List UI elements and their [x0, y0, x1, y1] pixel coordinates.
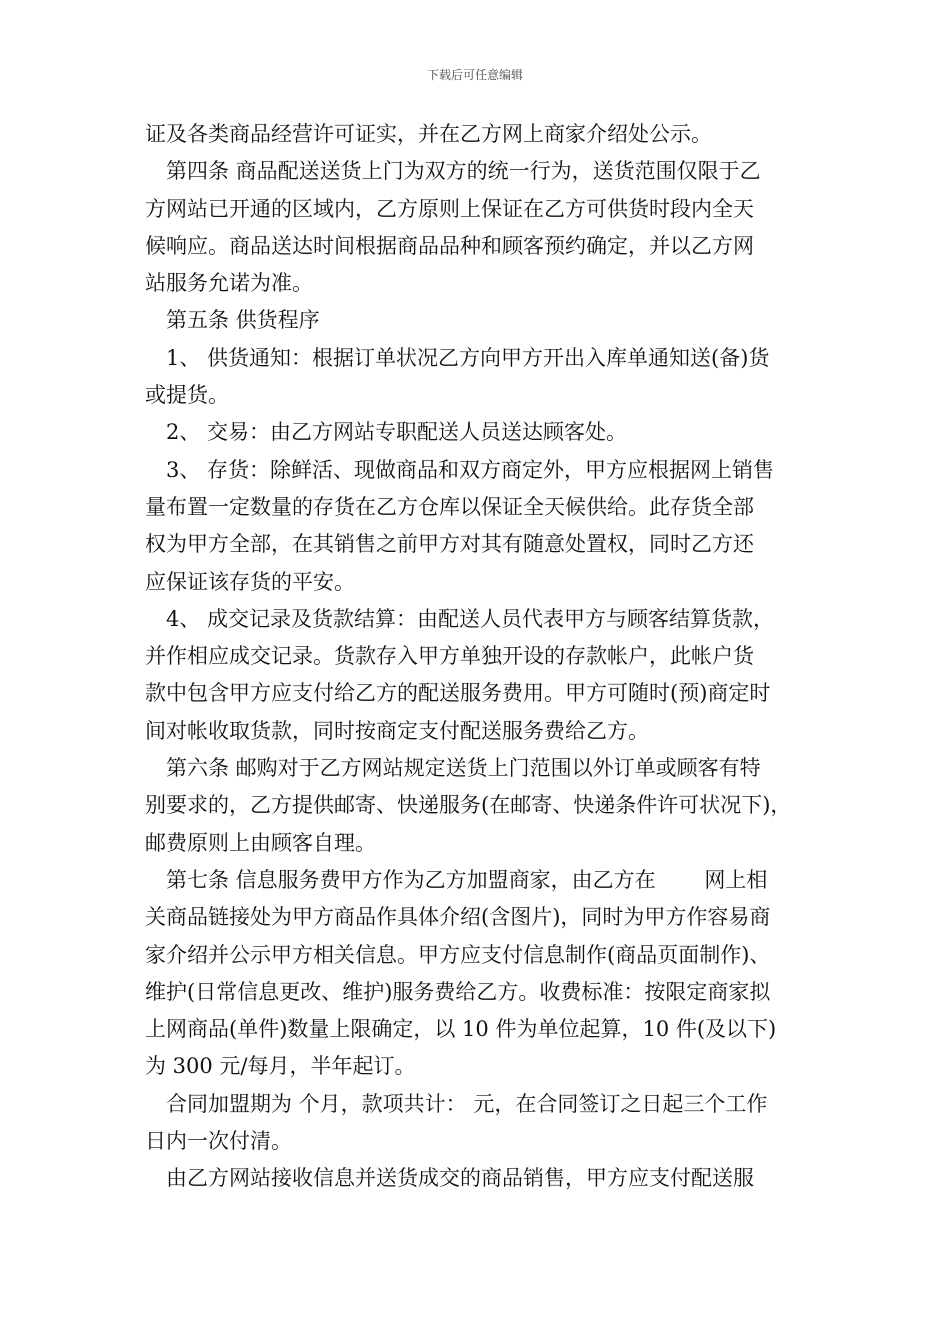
document-body	[145, 116, 813, 1198]
document-line: 3、 存货：除鲜活、现做商品和双方商定外，甲方应根据网上销售	[166, 457, 775, 482]
document-line: 第六条 邮购对于乙方网站规定送货上门范围以外订单或顾客有特	[166, 756, 761, 781]
document-line: 1、 供货通知：根据订单状况乙方向甲方开出入库单通知送(备)货	[166, 345, 770, 370]
document-line: 2、 交易：由乙方网站专职配送人员送达顾客处。	[166, 420, 628, 445]
document-line: 第四条 商品配送送货上门为双方的统一行为，送货范围仅限于乙	[166, 159, 761, 184]
document-line: 别要求的，乙方提供邮寄、快递服务(在邮寄、快递条件许可状况下)，	[145, 793, 792, 818]
document-line: 关商品链接处为甲方商品作具体介绍(含图片)，同时为甲方作容易商	[145, 905, 771, 930]
document-line: 家介绍并公示甲方相关信息。甲方应支付信息制作(商品页面制作)、	[145, 942, 771, 967]
document-line: 站服务允诺为准。	[145, 271, 313, 296]
document-line: 第七条 信息服务费甲方作为乙方加盟商家，由乙方在 网上相	[166, 867, 768, 892]
document-line: 第五条 供货程序	[166, 308, 320, 333]
document-line: 由乙方网站接收信息并送货成交的商品销售，甲方应支付配送服	[166, 1166, 754, 1191]
document-line: 量布置一定数量的存货在乙方仓库以保证全天候供给。此存货全部	[145, 494, 754, 519]
document-line: 间对帐收取货款，同时按商定支付配送服务费给乙方。	[145, 718, 649, 743]
document-line: 候响应。商品送达时间根据商品品种和顾客预约确定，并以乙方网	[145, 233, 754, 258]
document-line: 日内一次付清。	[145, 1129, 292, 1154]
document-line: 合同加盟期为 个月，款项共计： 元，在合同签订之日起三个工作	[166, 1091, 768, 1116]
document-line: 证及各类商品经营许可证实，并在乙方网上商家介绍处公示。	[145, 122, 712, 146]
document-line: 方网站已开通的区域内，乙方原则上保证在乙方可供货时段内全天	[145, 196, 754, 221]
document-line: 4、 成交记录及货款结算：由配送人员代表甲方与顾客结算货款，	[166, 606, 775, 631]
document-line: 款中包含甲方应支付给乙方的配送服务费用。甲方可随时(预)商定时	[145, 681, 771, 706]
document-line: 应保证该存货的平安。	[145, 569, 355, 594]
document-line: 权为甲方全部，在其销售之前甲方对其有随意处置权，同时乙方还	[145, 532, 754, 557]
document-line: 维护(日常信息更改、维护)服务费给乙方。收费标准：按限定商家拟	[145, 979, 771, 1004]
document-line: 为 300 元/每月，半年起订。	[145, 1054, 416, 1079]
document-line: 上网商品(单件)数量上限确定，以 10 件为单位起算，10 件(及以下)	[145, 1017, 777, 1042]
document-line: 并作相应成交记录。货款存入甲方单独开设的存款帐户，此帐户货	[145, 644, 754, 669]
document-line: 或提货。	[145, 383, 229, 408]
page-header: 下载后可任意编辑	[426, 68, 523, 82]
document-line: 邮费原则上由顾客自理。	[145, 830, 376, 855]
